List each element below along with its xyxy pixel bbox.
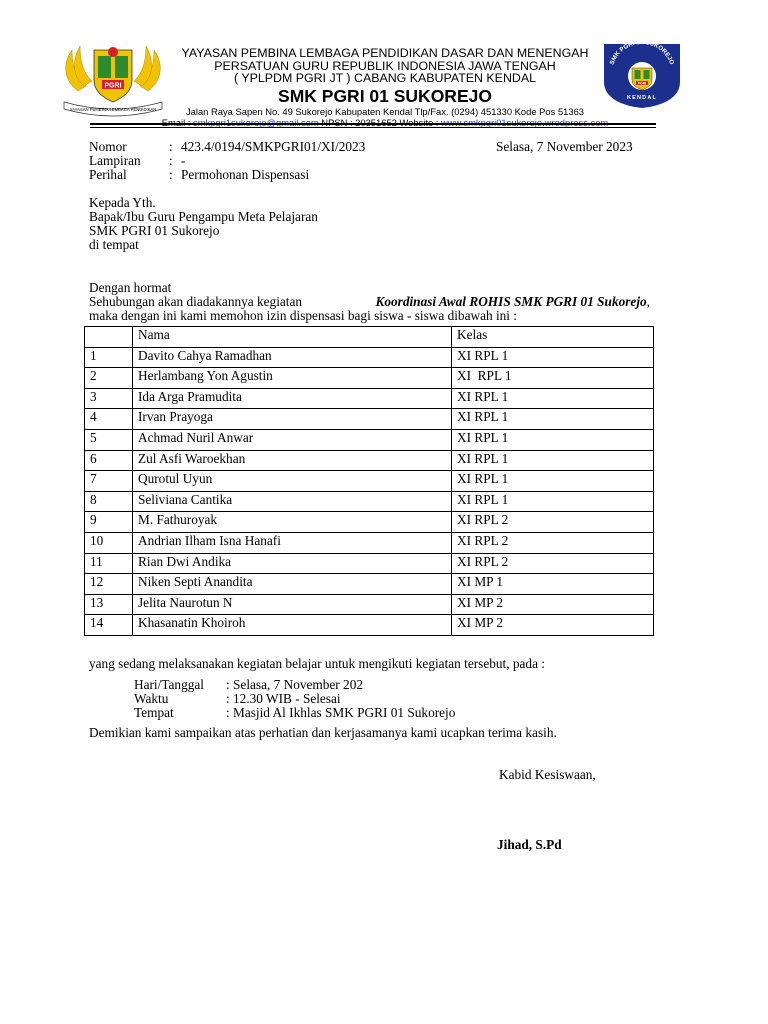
day-value: : Selasa, 7 November 202 xyxy=(226,677,364,692)
foundation-name: YAYASAN PEMBINA LEMBAGA PENDIDIKAN DASAR DAN MENENGAH xyxy=(181,46,589,60)
separator: : xyxy=(169,153,173,168)
addressee-line: Kepada Yth. xyxy=(89,195,156,210)
table-row xyxy=(85,594,654,615)
npsn-text: NPSN : 20351652 Website : xyxy=(318,116,441,128)
table-row xyxy=(85,574,654,595)
cell-no: 1 xyxy=(85,347,133,368)
association-name: PERSATUAN GURU REPUBLIK INDONESIA JAWA TENGAH xyxy=(214,58,556,73)
intro-event xyxy=(375,295,650,309)
cell-no: 2 xyxy=(85,368,133,389)
detail-row-day xyxy=(134,678,455,692)
logo-right-bottom-text: KENDAL xyxy=(626,95,658,101)
detail-row-place xyxy=(134,706,455,720)
cell-class: XI MP 2 xyxy=(452,594,654,615)
cell-no: 9 xyxy=(85,512,133,533)
detail-row-time xyxy=(134,692,455,706)
table-row xyxy=(85,553,654,574)
addressee-line: Bapak/Ibu Guru Pengampu Meta Pelajaran xyxy=(89,209,318,224)
cell-no: 13 xyxy=(85,594,133,615)
cell-name: Khasanatin Khoiroh xyxy=(133,615,452,636)
cell-class: XI RPL 1 xyxy=(452,450,654,471)
addressee-line: SMK PGRI 01 Sukorejo xyxy=(89,223,220,238)
cell-class: XI RPL 1 xyxy=(452,491,654,512)
intro-paragraph xyxy=(89,295,650,323)
cell-class: XI MP 1 xyxy=(452,574,654,595)
separator: : xyxy=(169,167,173,182)
lampiran-value: - xyxy=(181,153,186,168)
table-row xyxy=(85,615,654,636)
nomor-label: Nomor xyxy=(89,139,127,154)
lampiran-label: Lampiran xyxy=(89,153,141,168)
letter-date: Selasa, 7 November 2023 xyxy=(496,139,633,154)
cell-class: XI RPL 1 xyxy=(452,388,654,409)
greeting: Dengan hormat xyxy=(89,280,172,295)
header-no xyxy=(85,327,133,348)
logo-left-ribbon-text: YAYASAN PEMBINA LEMBAGA PENDIDIKAN xyxy=(69,107,157,112)
table-row xyxy=(85,368,654,389)
cell-name: Andrian Ilham Isna Hanafi xyxy=(133,532,452,553)
school-name: SMK PGRI 01 SUKOREJO xyxy=(278,85,492,106)
cell-class: XI RPL 1 xyxy=(452,471,654,492)
event-name: Koordinasi Awal ROHIS SMK PGRI 01 Sukorejo xyxy=(375,294,647,309)
cell-class: XI RPL 1 xyxy=(452,409,654,430)
signatory-title: Kabid Kesiswaan, xyxy=(499,767,596,782)
cell-name: Irvan Prayoga xyxy=(133,409,452,430)
letterhead xyxy=(150,47,620,128)
school-logo xyxy=(598,38,686,110)
place-value: : Masjid Al Ikhlas SMK PGRI 01 Sukorejo xyxy=(226,705,456,720)
table-row xyxy=(85,491,654,512)
cell-no: 8 xyxy=(85,491,133,512)
table-row xyxy=(85,532,654,553)
nomor-value: 423.4/0194/SMKPGRI01/XI/2023 xyxy=(181,139,366,154)
letterhead-rule-thick xyxy=(90,123,656,125)
intro-line-1 xyxy=(89,295,650,309)
table-row xyxy=(85,388,654,409)
logo-left-label: PGRI xyxy=(104,82,122,90)
website-link[interactable]: www.smkpgri01sukorejo.wrodpress.com xyxy=(441,116,609,128)
time-value: : 12.30 WIB - Selesai xyxy=(226,691,341,706)
header-class: Kelas xyxy=(452,327,654,348)
after-table-text: yang sedang melaksanakan kegiatan belajar untuk mengikuti kegiatan tersebut, pada : xyxy=(89,656,545,671)
table-row xyxy=(85,450,654,471)
time-label: Waktu xyxy=(134,691,169,706)
closing-text: Demikian kami sampaikan atas perhatian dan kerjasamanya kami ucapkan terima kasih. xyxy=(89,725,557,740)
cell-no: 6 xyxy=(85,450,133,471)
cell-no: 4 xyxy=(85,409,133,430)
email-label: Email : xyxy=(161,116,193,128)
logo-right-inner-text: PGRI xyxy=(637,81,647,86)
cell-no: 11 xyxy=(85,553,133,574)
cell-name: Qurotul Uyun xyxy=(133,471,452,492)
cell-name: Zul Asfi Waroekhan xyxy=(133,450,452,471)
cell-no: 3 xyxy=(85,388,133,409)
cell-name: M. Fathuroyak xyxy=(133,512,452,533)
cell-name: Achmad Nuril Anwar xyxy=(133,429,452,450)
email-link[interactable]: smkpgri1sukorejo@gmail.com xyxy=(193,116,319,128)
meta-row-nomor xyxy=(89,140,365,154)
intro-text-start: Sehubungan akan diadakannya kegiatan xyxy=(89,294,303,309)
table-header-row xyxy=(85,327,654,348)
cell-no: 5 xyxy=(85,429,133,450)
cell-name: Seliviana Cantika xyxy=(133,491,452,512)
intro-text-end: , xyxy=(646,294,650,309)
meta-row-perihal xyxy=(89,168,365,182)
cell-no: 7 xyxy=(85,471,133,492)
school-address: Jalan Raya Sapen No. 49 Sukorejo Kabupaten Kendal Tlp/Fax. (0294) 451330 Kode Pos 51363 xyxy=(185,105,585,117)
cell-no: 10 xyxy=(85,532,133,553)
logo-right-arc-text: SMK PGRI 01 SUKOREJO xyxy=(608,38,676,66)
intro-line-2: maka dengan ini kami memohon izin dispensasi bagi siswa - siswa dibawah ini : xyxy=(89,308,518,323)
letter-meta xyxy=(89,140,365,182)
cell-no: 12 xyxy=(85,574,133,595)
event-details xyxy=(134,678,455,720)
cell-name: Jelita Naurotun N xyxy=(133,594,452,615)
student-table xyxy=(84,326,654,636)
perihal-value: Permohonan Dispensasi xyxy=(181,167,310,182)
addressee-block xyxy=(89,196,318,252)
cell-class: XI RPL 2 xyxy=(452,532,654,553)
table-row xyxy=(85,347,654,368)
table-row xyxy=(85,471,654,492)
meta-row-lampiran xyxy=(89,154,365,168)
contact-line xyxy=(150,117,620,128)
cell-name: Davito Cahya Ramadhan xyxy=(133,347,452,368)
branch-name: ( YPLPDM PGRI JT ) CABANG KABUPATEN KENDAL xyxy=(233,71,537,85)
cell-name: Niken Septi Anandita xyxy=(133,574,452,595)
addressee-line: di tempat xyxy=(89,237,139,252)
cell-class: XI RPL 1 xyxy=(452,429,654,450)
table-row xyxy=(85,409,654,430)
cell-class: XI RPL 1 xyxy=(452,368,654,389)
separator: : xyxy=(169,139,173,154)
cell-name: Ida Arga Pramudita xyxy=(133,388,452,409)
place-label: Tempat xyxy=(134,705,174,720)
cell-name: Herlambang Yon Agustin xyxy=(133,368,452,389)
cell-class: XI RPL 2 xyxy=(452,553,654,574)
signatory-name: Jihad, S.Pd xyxy=(497,837,562,852)
day-label: Hari/Tanggal xyxy=(134,677,204,692)
cell-no: 14 xyxy=(85,615,133,636)
table-row xyxy=(85,429,654,450)
cell-name: Rian Dwi Andika xyxy=(133,553,452,574)
letterhead-rule-thin xyxy=(90,127,656,128)
cell-class: XI RPL 2 xyxy=(452,512,654,533)
table-row xyxy=(85,512,654,533)
cell-class: XI MP 2 xyxy=(452,615,654,636)
header-name: Nama xyxy=(133,327,452,348)
perihal-label: Perihal xyxy=(89,167,127,182)
cell-class: XI RPL 1 xyxy=(452,347,654,368)
